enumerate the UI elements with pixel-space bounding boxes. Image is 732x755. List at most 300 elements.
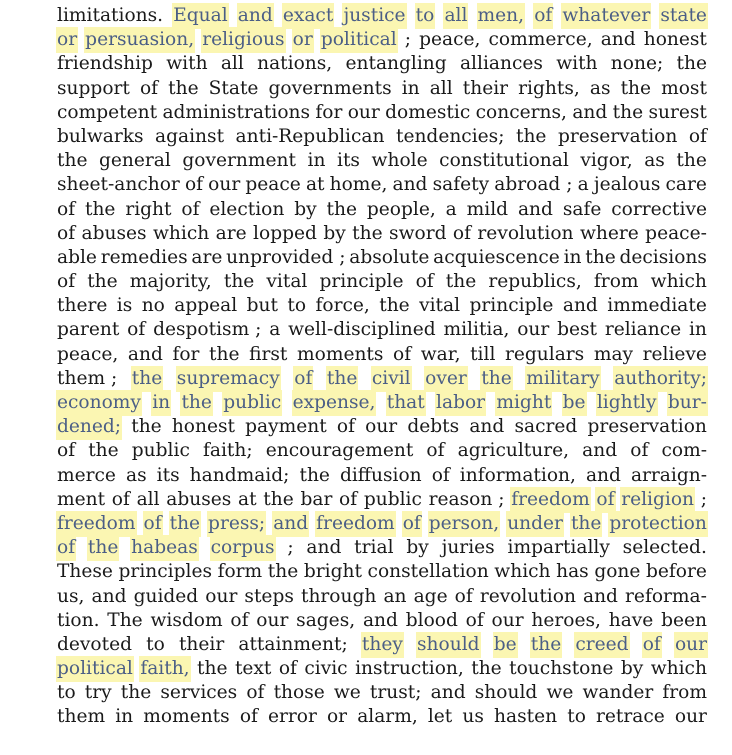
text-line — [57, 464, 707, 488]
word: abuses — [81, 222, 147, 244]
word: gone — [594, 561, 641, 583]
word: of — [465, 609, 484, 631]
word: sages, — [296, 609, 356, 631]
word: we — [546, 682, 574, 704]
highlighted-word: press; — [208, 512, 265, 536]
word: as — [125, 464, 147, 486]
word: in — [115, 706, 134, 728]
word: the — [84, 198, 116, 220]
word: parent — [57, 319, 120, 341]
word: hasten — [494, 706, 558, 728]
word: of — [393, 343, 412, 365]
word: our — [491, 609, 524, 631]
text-line — [57, 101, 707, 125]
highlighted-word: or — [293, 28, 313, 52]
word: safe — [562, 198, 602, 220]
word: the — [267, 561, 299, 583]
word: from — [662, 682, 707, 704]
highlighted-word: labor — [436, 391, 485, 415]
text-line — [57, 536, 707, 560]
word: from — [593, 271, 639, 293]
word: debts — [407, 416, 460, 438]
word: no — [141, 295, 165, 317]
word: and — [362, 609, 398, 631]
word: steps — [244, 585, 294, 607]
word: error — [268, 706, 317, 728]
word: preservation — [557, 125, 678, 147]
word: acquiescence — [433, 246, 560, 268]
word: are — [215, 222, 247, 244]
word: and — [517, 198, 553, 220]
word: the — [131, 416, 162, 438]
word: ment — [57, 488, 106, 510]
text-line — [57, 270, 707, 294]
word: administrations — [162, 101, 311, 123]
highlighted-word: supremacy — [177, 367, 280, 391]
word: sacred — [514, 416, 578, 438]
word: of — [57, 440, 76, 462]
word: and — [572, 101, 608, 123]
word: the — [326, 198, 357, 220]
word: general — [99, 150, 171, 172]
word: but — [246, 295, 278, 317]
highlighted-word: our — [675, 633, 707, 657]
word: by — [406, 537, 429, 559]
word: at — [238, 488, 257, 510]
word: which — [650, 271, 707, 293]
highlighted-word: and — [273, 512, 308, 536]
word: competent — [57, 101, 158, 123]
word: abroad ; — [494, 174, 573, 196]
word: surest — [648, 101, 707, 123]
word: despotism ; — [153, 319, 262, 341]
word: peace, — [419, 29, 481, 51]
word: its — [156, 464, 180, 486]
word: majority, — [129, 271, 212, 293]
word: vital — [419, 295, 461, 317]
word: and — [583, 585, 618, 607]
text-line — [57, 246, 707, 270]
word: public — [131, 440, 190, 462]
word: peace, — [57, 343, 119, 365]
highlighted-word: religious — [202, 28, 284, 52]
highlighted-word: be — [494, 633, 517, 657]
text-line — [57, 415, 707, 439]
highlighted-word: state — [660, 4, 707, 28]
word: the — [379, 295, 410, 317]
word: of — [431, 464, 450, 486]
word: of — [111, 488, 130, 510]
word: domestic — [385, 101, 471, 123]
text-line — [57, 77, 707, 101]
text-line — [57, 391, 707, 415]
word: by — [620, 658, 644, 680]
word: and — [127, 343, 163, 365]
word: of — [230, 609, 249, 631]
highlighted-word: of — [144, 512, 162, 536]
highlighted-word: freedom — [316, 512, 395, 536]
word: its — [337, 150, 360, 172]
word: of — [57, 198, 76, 220]
word: where — [579, 222, 639, 244]
word: in — [307, 150, 326, 172]
word: public — [363, 488, 422, 510]
word: their — [178, 633, 225, 655]
word: relieve — [642, 343, 707, 365]
highlighted-word: of — [596, 488, 614, 512]
text-line — [57, 633, 707, 657]
word: try — [84, 682, 112, 704]
word: and — [392, 174, 428, 196]
word: absolute — [349, 246, 430, 268]
word: of — [184, 174, 204, 196]
highlighted-word: be — [563, 391, 586, 415]
word: people, — [366, 198, 436, 220]
word: and — [91, 585, 127, 607]
highlighted-word: of — [403, 512, 421, 536]
word: our — [517, 319, 550, 341]
word: the — [223, 271, 255, 293]
text-line — [57, 28, 707, 52]
word: decisions — [619, 246, 707, 268]
text-line — [57, 512, 707, 536]
word: the — [299, 464, 330, 486]
word: us — [462, 706, 484, 728]
text-line — [57, 52, 707, 76]
highlighted-word: the — [327, 367, 357, 391]
word: by — [294, 198, 317, 220]
word: touchstone — [509, 658, 614, 680]
highlighted-word: economy — [57, 391, 141, 415]
word: attainment; — [238, 633, 348, 655]
word: concerns, — [475, 101, 567, 123]
word: immediate — [607, 295, 707, 317]
word: peace — [245, 174, 301, 196]
highlighted-word: the — [571, 512, 601, 536]
word: all — [220, 53, 244, 75]
word: unprovided ; — [226, 246, 346, 268]
word: age — [413, 585, 448, 607]
highlighted-word: corpus — [211, 536, 275, 560]
word: which — [650, 658, 707, 680]
word: appeal — [174, 295, 238, 317]
text-line — [57, 294, 707, 318]
word: the — [87, 271, 118, 293]
word: principle — [469, 295, 554, 317]
word: the — [585, 246, 616, 268]
word: of — [139, 77, 159, 99]
word: of — [246, 682, 265, 704]
word: of — [339, 488, 358, 510]
word: safety — [432, 174, 490, 196]
word: as — [644, 150, 665, 172]
highlighted-word: of — [534, 4, 552, 28]
word: ; — [404, 29, 412, 51]
word: honest — [171, 416, 235, 438]
highlighted-word: political — [321, 28, 397, 52]
word: the — [471, 658, 502, 680]
word: reliance — [604, 319, 682, 341]
word: of — [127, 319, 146, 341]
word: vital — [266, 271, 308, 293]
highlighted-word: civil — [372, 367, 411, 391]
word: which — [494, 561, 551, 583]
word: retrace — [596, 706, 665, 728]
text-line — [57, 222, 707, 246]
highlighted-word: under — [507, 512, 563, 536]
highlighted-word: the — [170, 512, 200, 536]
word: trust; — [369, 682, 422, 704]
word: of — [181, 198, 200, 220]
word: faith; — [203, 440, 253, 462]
text-line — [57, 367, 707, 391]
highlighted-word: public — [223, 391, 281, 415]
word: care — [665, 174, 707, 196]
word: all — [136, 488, 160, 510]
word: and — [585, 464, 621, 486]
word: our — [365, 416, 398, 438]
word: our — [205, 585, 238, 607]
word: their — [462, 77, 509, 99]
word: of — [278, 658, 297, 680]
word: them — [57, 706, 106, 728]
word: agriculture, — [457, 440, 570, 462]
word: the — [197, 658, 228, 680]
word: government — [182, 150, 296, 172]
text-line — [57, 560, 707, 584]
word: before — [646, 561, 707, 583]
word: ; — [700, 488, 707, 510]
word: to — [287, 295, 307, 317]
word: and — [306, 537, 342, 559]
highlighted-word: religion — [621, 488, 694, 512]
word: tendencies; — [395, 125, 505, 147]
word: of — [239, 706, 258, 728]
word: selected. — [622, 537, 707, 559]
highlighted-word: military — [526, 367, 599, 391]
word: first — [249, 343, 288, 365]
word: wisdom — [150, 609, 223, 631]
word: in — [563, 246, 582, 268]
word: and — [562, 295, 598, 317]
word: against — [155, 125, 225, 147]
highlighted-word: protection — [609, 512, 706, 536]
word: there — [57, 295, 108, 317]
word: may — [593, 343, 634, 365]
highlighted-word: over — [425, 367, 467, 391]
highlighted-word: lightly — [597, 391, 657, 415]
word: for — [172, 343, 200, 365]
word: payment — [245, 416, 327, 438]
word: honest — [643, 29, 707, 51]
word: trial — [354, 537, 394, 559]
word: of — [336, 416, 355, 438]
word: governments — [268, 77, 392, 99]
text-line — [57, 488, 707, 512]
word: in — [688, 319, 707, 341]
word: civic — [304, 658, 348, 680]
text-line — [57, 198, 707, 222]
word: by — [323, 222, 346, 244]
word: entangling — [345, 53, 447, 75]
word: or — [326, 706, 348, 728]
word: those — [273, 682, 325, 704]
word: of — [426, 440, 445, 462]
word: bright — [303, 561, 362, 583]
word: ; — [287, 537, 294, 559]
word: us, — [57, 585, 85, 607]
word: best — [557, 319, 598, 341]
word: the — [620, 77, 652, 99]
word: jealous — [593, 174, 661, 196]
highlighted-word: to — [416, 4, 435, 28]
word: of — [57, 222, 76, 244]
word: arraign- — [630, 464, 707, 486]
word: bulwarks — [57, 125, 144, 147]
highlighted-word: freedom — [511, 488, 590, 512]
highlighted-word: political — [57, 657, 133, 681]
text-line — [57, 439, 707, 463]
word: wander — [582, 682, 654, 704]
highlighted-word: persuasion, — [85, 28, 194, 52]
word: revolution — [477, 222, 574, 244]
word: through — [300, 585, 377, 607]
word: the — [88, 440, 119, 462]
word: commerce, — [488, 29, 593, 51]
word: and — [430, 682, 466, 704]
word: lopped — [253, 222, 317, 244]
word: has — [556, 561, 589, 583]
highlighted-word: Equal — [173, 4, 227, 28]
word: the — [445, 271, 477, 293]
word: till — [470, 343, 496, 365]
word: constitutional — [439, 150, 569, 172]
highlighted-word: they — [362, 633, 403, 657]
word: tion. — [57, 609, 100, 631]
highlighted-word: the — [531, 633, 561, 657]
word: none; — [610, 53, 664, 75]
word: whole — [371, 150, 428, 172]
highlighted-word: might — [496, 391, 551, 415]
word: most — [661, 77, 707, 99]
word: guided — [133, 585, 199, 607]
word: constellation — [367, 561, 489, 583]
highlighted-word: of — [294, 367, 312, 391]
word: The — [107, 609, 143, 631]
text-line — [57, 705, 707, 729]
word: them ; — [57, 367, 118, 389]
word: encouragement — [265, 440, 414, 462]
word: text — [234, 658, 272, 680]
word: anti-Republican — [235, 125, 385, 147]
word: should — [474, 682, 538, 704]
text-line — [57, 585, 707, 609]
word: of — [415, 271, 434, 293]
word: rights, — [518, 77, 580, 99]
word: a — [445, 198, 457, 220]
word: handmaid; — [189, 464, 290, 486]
highlighted-word: men, — [478, 4, 525, 28]
word: nations, — [257, 53, 333, 75]
word: principles — [118, 561, 212, 583]
word: are — [191, 246, 223, 268]
word: friendship — [57, 53, 153, 75]
word: in — [401, 77, 420, 99]
word: a — [269, 319, 281, 341]
text-line — [57, 609, 707, 633]
word: at — [305, 174, 325, 196]
word: the — [676, 53, 707, 75]
word: revolution — [479, 585, 576, 607]
word: vigor, — [580, 150, 633, 172]
word: peace- — [645, 222, 707, 244]
highlighted-word: all — [444, 4, 467, 28]
text-line — [57, 4, 707, 28]
highlighted-word: creed — [575, 633, 628, 657]
highlighted-word: that — [387, 391, 425, 415]
word: the — [263, 488, 294, 510]
word: is — [116, 295, 133, 317]
highlighted-word: should — [417, 633, 480, 657]
word: diffusion — [339, 464, 422, 486]
highlighted-word: freedom — [57, 512, 136, 536]
word: and — [600, 29, 636, 51]
word: preservation — [587, 416, 707, 438]
word: our — [256, 609, 289, 631]
word: to — [567, 706, 586, 728]
word: regulars — [504, 343, 585, 365]
word: an — [383, 585, 407, 607]
word: we — [333, 682, 361, 704]
word: right — [125, 198, 172, 220]
word: the — [676, 150, 707, 172]
word: as — [589, 77, 611, 99]
highlighted-word: or — [57, 28, 77, 52]
highlighted-word: and — [238, 4, 273, 28]
word: of — [57, 271, 76, 293]
word: the — [57, 150, 88, 172]
word: services — [160, 682, 238, 704]
highlighted-word: the — [481, 367, 511, 391]
word: to — [146, 633, 165, 655]
word: information, — [459, 464, 576, 486]
word: devoted — [57, 633, 132, 655]
word: force, — [315, 295, 370, 317]
word: the — [120, 682, 152, 704]
word: with — [166, 53, 208, 75]
word: and — [582, 440, 618, 462]
word: well-disciplined — [288, 319, 436, 341]
text-line — [57, 125, 707, 149]
text-line — [57, 149, 707, 173]
word: abuses — [166, 488, 232, 510]
highlighted-word: dened; — [57, 415, 121, 439]
word: instruction, — [355, 658, 464, 680]
word: form — [217, 561, 263, 583]
word: of — [454, 585, 473, 607]
word: alarm, — [357, 706, 418, 728]
word: which — [152, 222, 210, 244]
word: with — [556, 53, 598, 75]
word: remedies — [100, 246, 188, 268]
word: a — [577, 174, 589, 196]
word: able — [57, 246, 97, 268]
word: militia, — [443, 319, 510, 341]
word: all — [429, 77, 453, 99]
word: sheet-anchor — [57, 174, 180, 196]
word: for — [315, 101, 343, 123]
word: have — [608, 609, 654, 631]
